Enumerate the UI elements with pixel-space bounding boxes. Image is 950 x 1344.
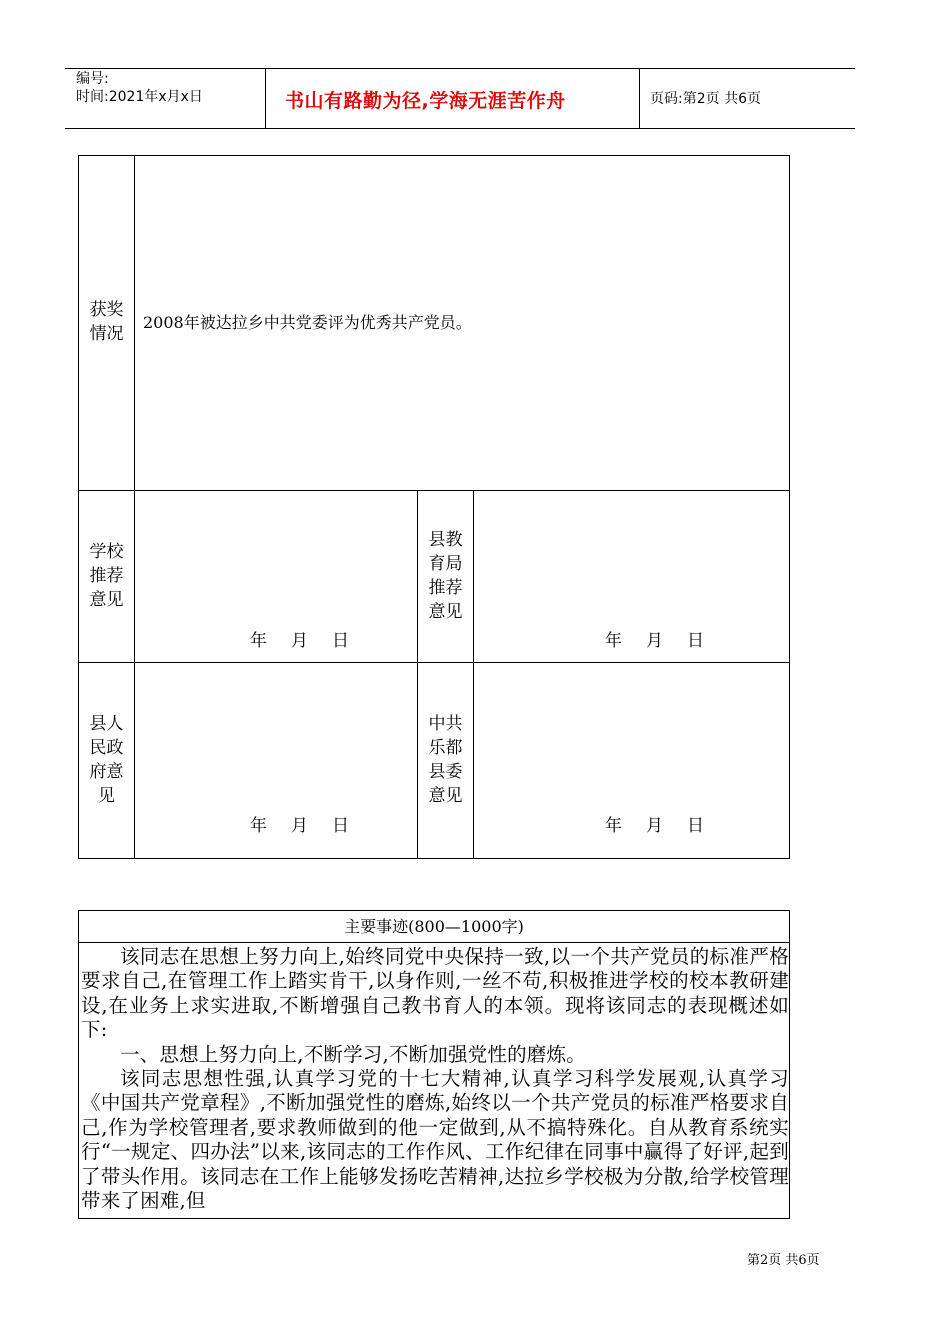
deeds-title: 主要事迹(800—1000字) [344,917,524,936]
deeds-border [789,910,790,1219]
school-recommendation-label [79,540,134,612]
table-grid-line [78,490,790,491]
date-day-label: 日 [332,631,349,651]
date-year-label: 年 [605,816,622,836]
header-divider [265,68,266,129]
date-day-label: 日 [687,631,704,651]
date-month-label: 月 [291,816,308,836]
date-year-label: 年 [250,631,267,651]
date-year-label: 年 [605,631,622,651]
label-line: 推荐 [89,566,124,586]
deeds-body [81,945,789,1217]
deeds-border [78,910,790,911]
document-time-label: 时间:2021年x月x日 [76,89,203,105]
header-bottom-rule [65,128,855,129]
award-label [79,298,134,346]
label-line: 育局 [428,554,463,574]
county-government-opinion-label [79,712,134,808]
label-line: 意见 [428,786,463,806]
table-border [78,858,790,859]
label-line: 乐都 [428,738,463,758]
label-line: 中共 [428,714,463,734]
label-line: 推荐 [428,578,463,598]
deeds-border [78,1218,790,1219]
date-month-label: 月 [646,631,663,651]
footer-page-number: 第2页 共6页 [747,1253,820,1268]
award-label-line: 获奖 [89,300,124,320]
school-date-field [250,626,349,651]
table-grid-line [134,155,135,859]
label-line: 学校 [89,542,124,562]
edu-bureau-date-field [605,626,704,651]
date-day-label: 日 [332,816,349,836]
table-border [78,155,790,156]
header-motto: 书山有路勤为径,学海无涯苦作舟 [285,90,566,112]
header-page-number: 页码:第2页 共6页 [650,91,761,107]
header-top-rule [65,68,855,69]
label-line: 意见 [428,602,463,622]
party-committee-date-field [605,811,704,836]
deeds-border [78,910,79,1219]
deeds-border [78,942,790,943]
award-description: 2008年被达拉乡中共党委评为优秀共产党员。 [143,313,472,332]
label-line: 县教 [428,530,463,550]
table-border [789,155,790,859]
date-year-label: 年 [250,816,267,836]
deeds-paragraph: 一、思想上努力向上,不断学习,不断加强党性的磨炼。 [120,1042,586,1066]
date-day-label: 日 [687,816,704,836]
date-month-label: 月 [646,816,663,836]
label-line: 县人 [89,714,124,734]
deeds-paragraph: 该同志思想性强,认真学习党的十七大精神,认真学习科学发展观,认真学习《中国共产党章程》,不断加强党性的磨炼,始终以一个共产党员的标准严格要求自己,作为学校管理者,要求教师做到的他一定做到,从不搞特殊化。自从教育系统实行“一规定、四办法”以来,该同志的工作作风、工作纪律在同事中赢得了好评,起到了带头作用。该同志在工作上能够发扬吃苦精神,达拉乡学校极为分散,给学校管理带来了困难,但 [81,1067,789,1213]
date-month-label: 月 [291,631,308,651]
label-line: 民政 [89,738,124,758]
party-committee-opinion-label [418,712,473,808]
label-line: 意见 [89,590,124,610]
edu-bureau-recommendation-label [418,528,473,624]
deeds-paragraph: 该同志在思想上努力向上,始终同党中央保持一致,以一个共产党员的标准严格要求自己,在管理工作上踏实肯干,以身作则,一丝不苟,积极推进学校的校本教研建设,在业务上求实进取,不断增强自己教书育人的本领。现将该同志的表现概述如下: [81,945,789,1042]
award-label-line: 情况 [89,324,124,344]
table-grid-line [78,662,790,663]
label-line: 府意 [89,762,124,782]
label-line: 县委 [428,762,463,782]
label-line: 见 [98,786,115,806]
header-divider [639,68,640,129]
table-grid-line [473,490,474,859]
document-number-label: 编号: [76,71,109,87]
county-government-date-field [250,811,349,836]
